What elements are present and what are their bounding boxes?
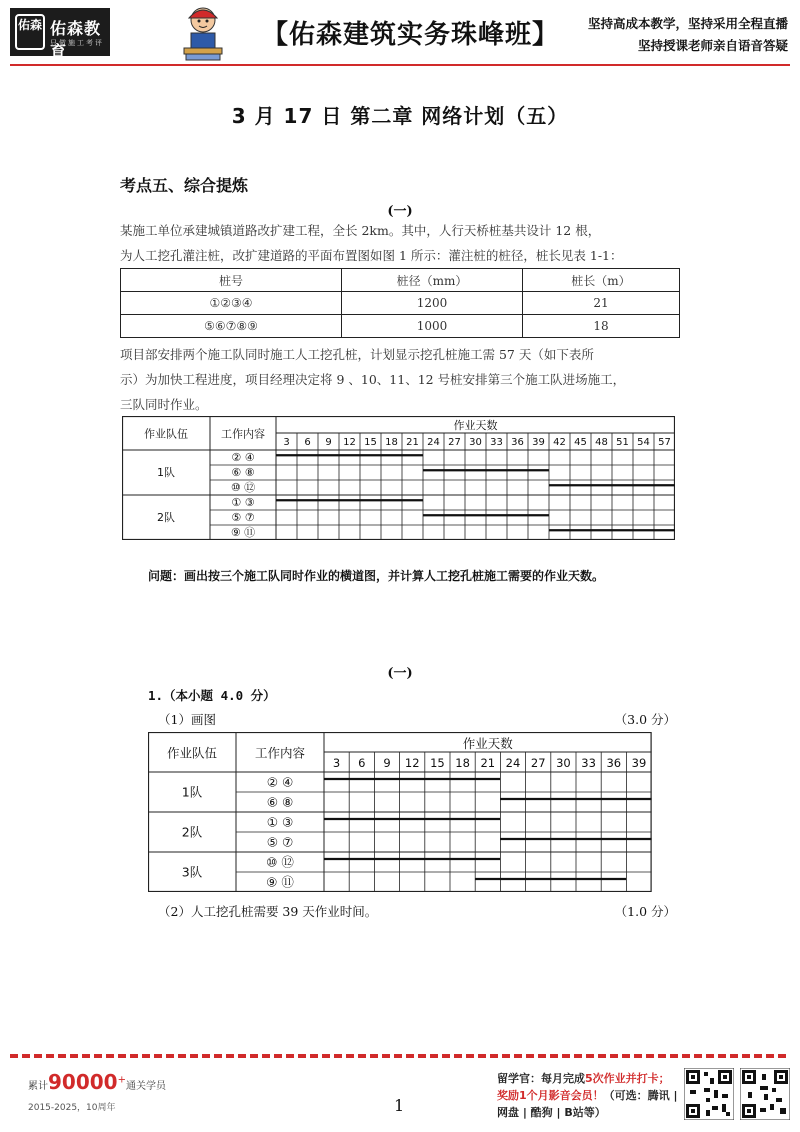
gantt-day-label: 18 xyxy=(385,437,398,448)
gantt-day-label: 24 xyxy=(505,756,521,770)
table-cell: 1000 xyxy=(342,315,523,338)
header-slogan-2: 坚持授课老师亲自语音答疑 xyxy=(637,38,788,53)
qr-code-icon[interactable] xyxy=(740,1068,790,1120)
table-row xyxy=(121,292,680,315)
answer-subpart-2: （2）人工挖孔桩需要 39 天作业时间。 xyxy=(158,904,378,919)
gantt-team-label: 2队 xyxy=(181,824,203,840)
gantt-day-label: 6 xyxy=(304,437,311,448)
gantt-day-label: 54 xyxy=(637,437,650,448)
gantt-day-label: 9 xyxy=(383,756,391,770)
promo-line-1: 留学官：每月完成 xyxy=(497,1072,585,1085)
gantt-header-work: 工作内容 xyxy=(221,427,265,441)
gantt-team-label: 1队 xyxy=(181,784,203,800)
header-divider xyxy=(10,64,790,66)
gantt-header-team: 作业队伍 xyxy=(144,427,188,441)
gantt-header-days: 作业天数 xyxy=(453,419,498,432)
table-cell: ①②③④ xyxy=(121,292,342,315)
gantt-day-label: 21 xyxy=(480,756,496,770)
footer-promo xyxy=(497,1070,678,1121)
table-row xyxy=(121,269,680,292)
gantt-work-label: ⑥ ⑧ xyxy=(266,794,294,810)
table-cell: 1200 xyxy=(342,292,523,315)
qr-code-icon[interactable] xyxy=(684,1068,734,1120)
table-header-cell: 桩径（mm） xyxy=(342,269,523,292)
para2-line-3: 三队同时作业。 xyxy=(120,397,208,412)
answer-part-label: (一) xyxy=(387,666,413,681)
pile-table xyxy=(120,268,680,338)
gantt-day-label: 36 xyxy=(606,756,622,770)
gantt-header-days: 作业天数 xyxy=(462,736,513,751)
gantt-svg xyxy=(122,416,675,540)
logo-subtitle: 只做施工考评 xyxy=(50,39,104,47)
gantt-day-label: 12 xyxy=(343,437,356,448)
para2-line-1: 项目部安排两个施工队同时施工人工挖孔桩，计划显示挖孔桩施工需 57 天（如下表所 xyxy=(120,347,594,362)
gantt-frame xyxy=(123,417,675,540)
gantt-day-label: 33 xyxy=(490,437,503,448)
gantt-day-label: 39 xyxy=(631,756,647,770)
promo-line-2-highlight: 奖励1个月影音会员！ xyxy=(497,1089,604,1102)
gantt-day-label: 33 xyxy=(581,756,596,770)
gantt-day-label: 27 xyxy=(530,756,546,770)
stat-plus: + xyxy=(117,1074,126,1086)
page-number: 1 xyxy=(394,1096,405,1115)
header-title: 【佑森建筑实务珠峰班】 xyxy=(262,20,560,50)
schedule-paragraph xyxy=(120,342,680,417)
footer-divider xyxy=(10,1054,790,1058)
gantt-day-label: 15 xyxy=(430,756,445,770)
table-row xyxy=(121,315,680,338)
gantt-work-label: ① ③ xyxy=(266,814,294,830)
table-cell: 21 xyxy=(523,292,680,315)
gantt-day-label: 6 xyxy=(358,756,366,770)
table-cell: ⑤⑥⑦⑧⑨ xyxy=(121,315,342,338)
gantt-day-label: 3 xyxy=(283,437,290,448)
gantt-day-label: 27 xyxy=(448,437,461,448)
page-header xyxy=(0,0,800,66)
gantt-work-label: ⑥ ⑧ xyxy=(231,466,255,479)
answer-subpart-2-score: （1.0 分） xyxy=(614,904,676,919)
intro-line-2: 为人工挖孔灌注桩，改扩建道路的平面布置图如图 1 所示：灌注桩的桩径，桩长见表 1-1： xyxy=(120,248,623,263)
gantt-day-label: 48 xyxy=(595,437,608,448)
gantt-work-label: ⑩ ⑫ xyxy=(266,854,294,870)
gantt-day-label: 3 xyxy=(332,756,341,770)
gantt-day-label: 18 xyxy=(455,756,470,770)
brand-logo xyxy=(10,8,110,61)
gantt-team-label: 1队 xyxy=(157,466,175,479)
document-title: 3 月 17 日 第二章 网络计划（五） xyxy=(231,104,569,128)
gantt-work-label: ⑨ ⑪ xyxy=(266,874,294,890)
section-title: 考点五、综合提炼 xyxy=(120,176,249,195)
gantt-team-label: 2队 xyxy=(157,511,175,524)
gantt-work-label: ② ④ xyxy=(231,451,255,464)
intro-paragraph xyxy=(120,218,680,268)
gantt-work-label: ⑤ ⑦ xyxy=(231,511,255,524)
gantt-day-label: 51 xyxy=(616,437,629,448)
promo-line-1-highlight: 5次作业并打卡； xyxy=(585,1072,670,1085)
stat-number: 90000 xyxy=(48,1070,118,1094)
gantt-day-label: 12 xyxy=(404,756,420,770)
gantt-team-label: 3队 xyxy=(181,864,203,880)
gantt-day-label: 21 xyxy=(406,437,419,448)
answer-heading: 1.（本小题 4.0 分） xyxy=(148,688,276,703)
table-header-cell: 桩号 xyxy=(121,269,342,292)
gantt-day-label: 57 xyxy=(658,437,671,448)
gantt-day-label: 42 xyxy=(553,437,566,448)
table-cell: 18 xyxy=(523,315,680,338)
gantt-work-label: ⑨ ⑪ xyxy=(230,526,256,539)
gantt-svg xyxy=(148,732,652,892)
gantt-day-label: 9 xyxy=(325,437,332,448)
mascot-icon xyxy=(180,4,226,62)
gantt-day-label: 24 xyxy=(427,437,440,448)
stat-prefix: 累计 xyxy=(28,1081,48,1092)
gantt-day-label: 30 xyxy=(469,437,482,448)
student-count xyxy=(28,1070,166,1094)
gantt-work-label: ① ③ xyxy=(231,496,255,509)
gantt-work-label: ② ④ xyxy=(266,774,294,790)
gantt-day-label: 15 xyxy=(364,437,377,448)
gantt-day-label: 45 xyxy=(574,437,587,448)
promo-line-2: （可选：腾讯 | xyxy=(603,1089,678,1102)
intro-line-1: 某施工单位承建城镇道路改扩建工程，全长 2km。其中，人行天桥桩基共设计 12 根， xyxy=(120,223,601,238)
answer-subpart-1: （1）画图 xyxy=(158,712,216,727)
gantt-work-label: ⑤ ⑦ xyxy=(266,834,294,850)
gantt-header-work: 工作内容 xyxy=(254,745,306,761)
gantt-day-label: 36 xyxy=(511,437,524,448)
gantt-day-label: 30 xyxy=(556,756,571,770)
table-header-cell: 桩长（m） xyxy=(523,269,680,292)
header-slogan-1: 坚持高成本教学，坚持采用全程直播 xyxy=(587,16,788,31)
logo-name: 佑森教育 xyxy=(50,19,102,61)
footer-years: 2015-2025，10周年 xyxy=(28,1103,116,1113)
gantt-chart-two-teams xyxy=(122,416,675,544)
gantt-header-team: 作业队伍 xyxy=(166,745,218,761)
question-part-label: (一) xyxy=(387,204,413,219)
promo-line-3: 网盘 | 酷狗 | B站等） xyxy=(497,1106,606,1119)
answer-subpart-1-score: （3.0 分） xyxy=(614,712,676,727)
logo-seal: 佑森 xyxy=(15,14,45,50)
question-text: 问题：画出按三个施工队同时作业的横道图，并计算人工挖孔桩施工需要的作业天数。 xyxy=(148,569,605,583)
gantt-chart-three-teams xyxy=(148,732,652,896)
gantt-day-label: 39 xyxy=(532,437,545,448)
stat-suffix: 通关学员 xyxy=(125,1081,166,1092)
para2-line-2: 示）为加快工程进度，项目经理决定将 9 、10、11、12 号桩安排第三个施工队进场施工， xyxy=(120,372,626,387)
gantt-work-label: ⑩ ⑫ xyxy=(230,481,256,494)
